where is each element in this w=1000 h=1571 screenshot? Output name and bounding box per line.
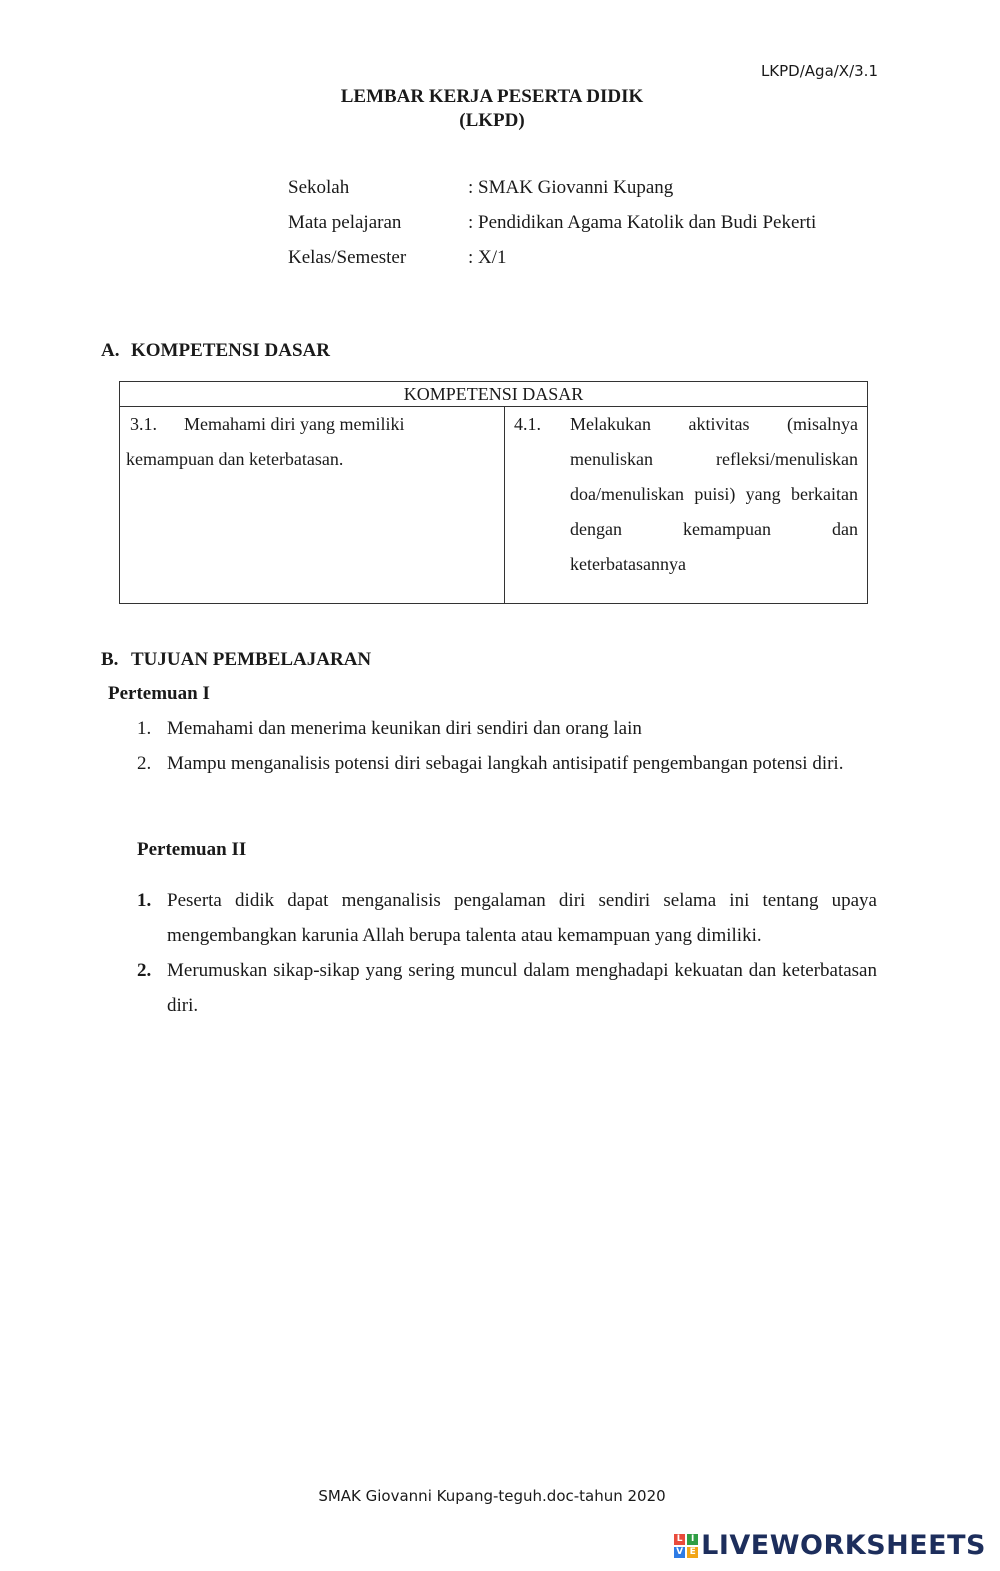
list-text: Memahami dan menerima keunikan diri sendiri dan orang lain	[167, 718, 642, 739]
competency-cell-skill	[505, 407, 868, 604]
list-number: 1.	[137, 890, 152, 911]
info-label: Sekolah	[288, 177, 350, 198]
info-row-school	[288, 177, 816, 212]
info-label: Kelas/Semester	[288, 247, 407, 268]
meeting-2-title: Pertemuan II	[137, 839, 247, 860]
section-letter: A.	[101, 340, 120, 361]
list-item	[137, 953, 877, 1023]
list-item	[137, 746, 877, 781]
info-label: Mata pelajaran	[288, 212, 402, 233]
logo-tile: L	[674, 1534, 685, 1545]
document-code: LKPD/Aga/X/3.1	[760, 62, 878, 80]
logo-tile: E	[687, 1547, 698, 1558]
section-title: TUJUAN PEMBELAJARAN	[131, 649, 372, 670]
info-row-class	[288, 247, 816, 282]
document-subtitle: (LKPD)	[459, 110, 525, 131]
logo-tile: I	[687, 1534, 698, 1545]
competency-number: 3.1.	[130, 414, 157, 434]
list-text: Mampu menganalisis potensi diri sebagai langkah antisipatif pengembangan potensi diri.	[167, 753, 844, 774]
competency-text-end: keterbatasannya	[570, 554, 686, 574]
list-text: Merumuskan sikap-sikap yang sering muncul dalam menghadapi kekuatan dan keterbatasan diri.	[167, 960, 877, 1016]
document-title: LEMBAR KERJA PESERTA DIDIK	[340, 86, 644, 107]
list-item	[137, 711, 877, 746]
meeting-1-title: Pertemuan I	[108, 683, 210, 704]
section-title: KOMPETENSI DASAR	[131, 340, 330, 361]
list-item	[137, 883, 877, 953]
competency-text: Melakukan aktivitas (misalnya menuliskan refleksi/menuliskan doa/menuliskan puisi) yang berkaitan dengan kemampuan dan	[570, 414, 858, 539]
list-number: 1.	[137, 718, 152, 739]
identity-block	[288, 177, 816, 282]
list-number: 2.	[137, 960, 152, 981]
info-value: : Pendidikan Agama Katolik dan Budi Pekerti	[468, 212, 817, 233]
competency-cell-knowledge	[120, 407, 505, 604]
meeting-2-objectives	[137, 883, 877, 1023]
competency-table	[119, 381, 868, 604]
page-footer: SMAK Giovanni Kupang-teguh.doc-tahun 2020	[318, 1487, 666, 1505]
competency-number: 4.1.	[514, 414, 541, 434]
section-heading-b	[101, 649, 371, 671]
competency-text-end: kemampuan dan keterbatasan.	[126, 449, 344, 469]
logo-icon	[674, 1534, 698, 1558]
competency-table-header: KOMPETENSI DASAR	[120, 382, 868, 407]
info-value: : SMAK Giovanni Kupang	[468, 177, 674, 198]
liveworksheets-logo	[674, 1530, 986, 1561]
list-text: Peserta didik dapat menganalisis pengalaman diri sendiri selama ini tentang upaya mengembangkan karunia Allah berupa talenta atau kemampuan yang dimiliki.	[167, 890, 877, 946]
meeting-1-objectives	[137, 711, 877, 781]
info-row-subject	[288, 212, 816, 247]
section-letter: B.	[101, 649, 119, 670]
competency-text: Memahami diri yang memiliki	[184, 414, 405, 434]
logo-tile: V	[674, 1547, 685, 1558]
section-heading-a	[101, 340, 330, 362]
list-number: 2.	[137, 753, 152, 774]
info-value: : X/1	[468, 247, 507, 268]
logo-text: LIVEWORKSHEETS	[701, 1530, 986, 1561]
